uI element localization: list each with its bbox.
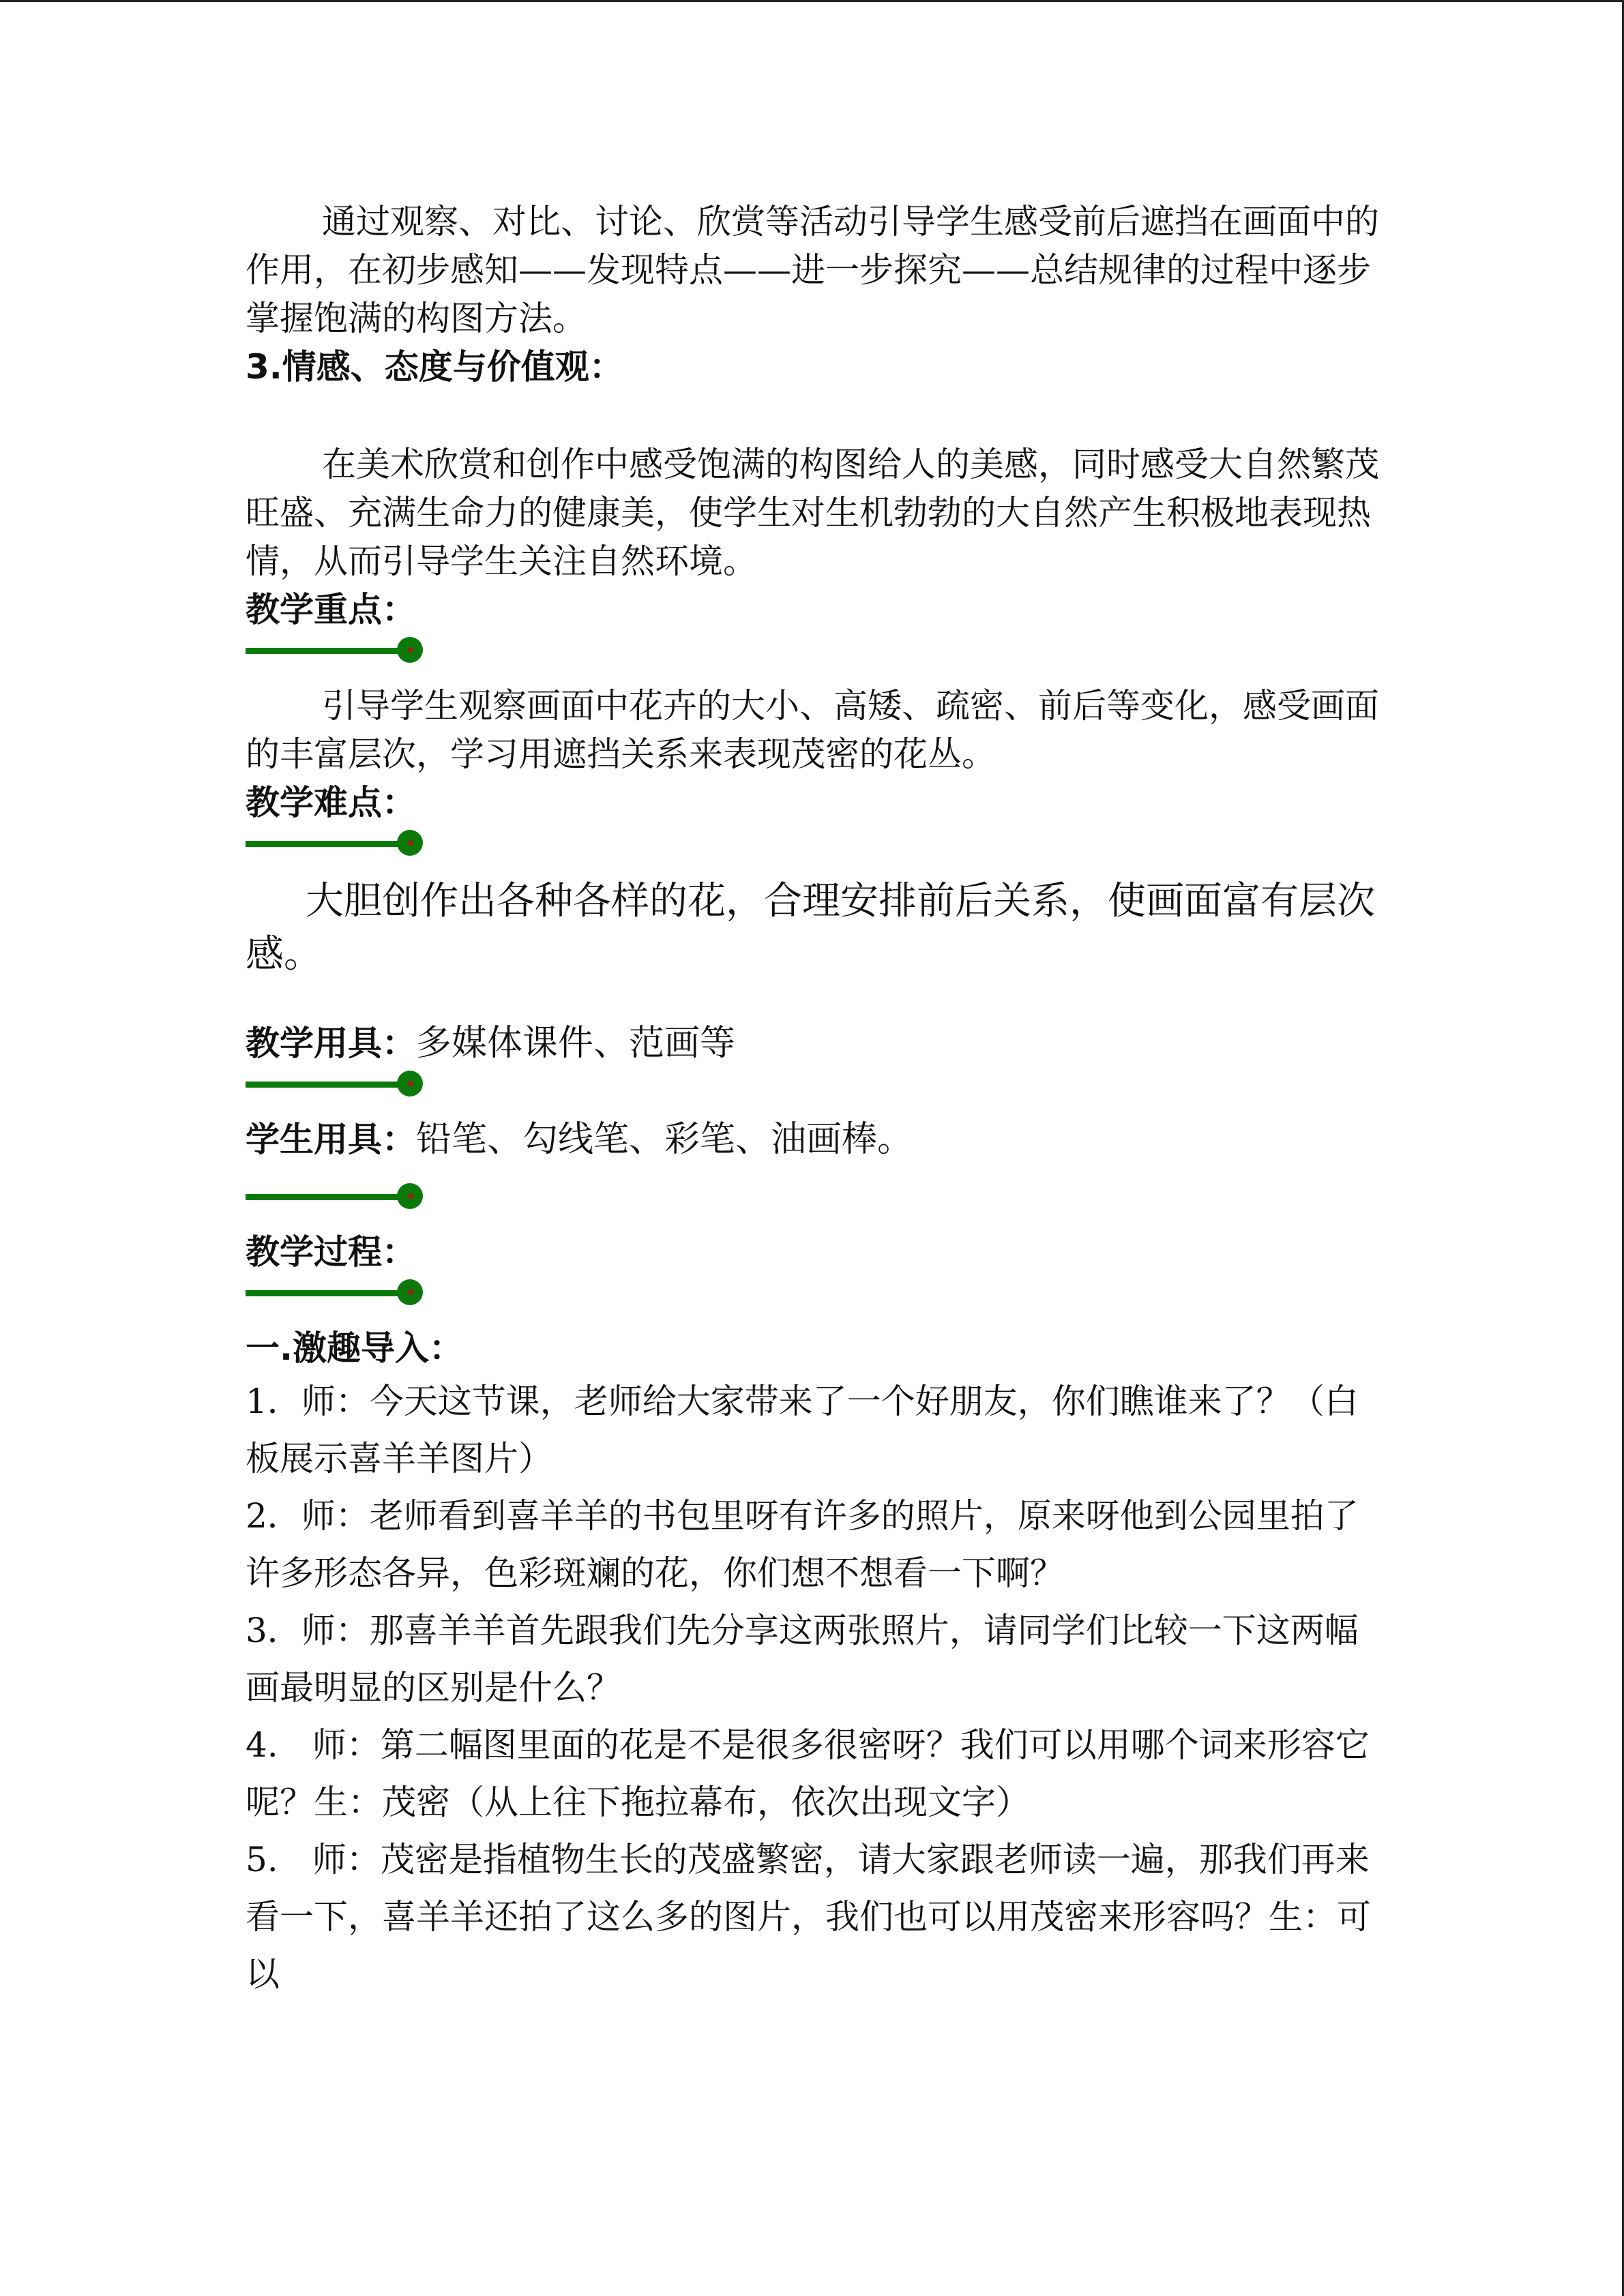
heading-process: 教学过程： bbox=[246, 1232, 416, 1272]
paragraph-method: 通过观察、对比、讨论、欣赏等活动引导学生感受前后遮挡在画面中的作用，在初步感知——发现特点——进一步探究——总结规律的过程中逐步掌握饱满的构图方法。 bbox=[246, 202, 1379, 338]
heading-underline-decoration bbox=[246, 829, 423, 859]
heading-teacher-tools: 教学用具： bbox=[246, 1024, 416, 1063]
list-item: 3．师：那喜羊羊首先跟我们先分享这两张照片，请同学们比较一下这两幅画最明显的区别是什么？ bbox=[246, 1611, 1359, 1708]
paragraph-difficult-points: 大胆创作出各种各样的花，合理安排前后关系，使画面富有层次感。 bbox=[246, 879, 1375, 976]
paragraph-key-points: 引导学生观察画面中花卉的大小、高矮、疏密、前后等变化，感受画面的丰富层次，学习用遮挡关系来表现茂密的花丛。 bbox=[246, 686, 1379, 774]
student-tools-line bbox=[246, 1116, 1391, 1164]
heading-emotion: 3.情感、态度与价值观： bbox=[246, 347, 623, 387]
heading-underline-decoration bbox=[246, 1069, 423, 1099]
heading-underline-decoration bbox=[246, 1278, 423, 1308]
list-item: 2．师：老师看到喜羊羊的书包里呀有许多的照片，原来呀他到公园里拍了许多形态各异，色彩斑斓的花，你们想不想看一下啊？ bbox=[246, 1496, 1359, 1593]
student-tools-value: 铅笔、勾线笔、彩笔、油画棒。 bbox=[416, 1119, 913, 1160]
heading-student-tools: 学生用具： bbox=[246, 1120, 416, 1159]
list-item: 4. 师：第二幅图里面的花是不是很多很密呀？我们可以用哪个词来形容它呢？生：茂密（从上往下拖拉幕布，依次出现文字） bbox=[246, 1725, 1370, 1822]
heading-underline-decoration bbox=[246, 1182, 423, 1212]
heading-intro: 一.激趣导入： bbox=[246, 1328, 463, 1368]
document-page bbox=[246, 198, 1391, 2003]
heading-difficult-points: 教学难点： bbox=[246, 783, 416, 822]
list-item: 5. 师：茂密是指植物生长的茂盛繁密，请大家跟老师读一遍，那我们再来看一下，喜羊羊还拍了这么多的图片，我们也可以用茂密来形容吗？生：可以 bbox=[246, 1840, 1371, 1994]
teacher-tools-line bbox=[246, 1019, 1391, 1068]
paragraph-emotion: 在美术欣赏和创作中感受饱满的构图给人的美感，同时感受大自然繁茂旺盛、充满生命力的健康美，使学生对生机勃勃的大自然产生积极地表现热情，从而引导学生关注自然环境。 bbox=[246, 445, 1379, 581]
teacher-tools-value: 多媒体课件、范画等 bbox=[416, 1023, 736, 1064]
page-border-top bbox=[0, 0, 1624, 2]
list-item: 1．师：今天这节课，老师给大家带来了一个好朋友，你们瞧谁来了？（白板展示喜羊羊图片） bbox=[246, 1382, 1359, 1478]
heading-key-points: 教学重点： bbox=[246, 590, 416, 629]
heading-underline-decoration bbox=[246, 636, 423, 666]
